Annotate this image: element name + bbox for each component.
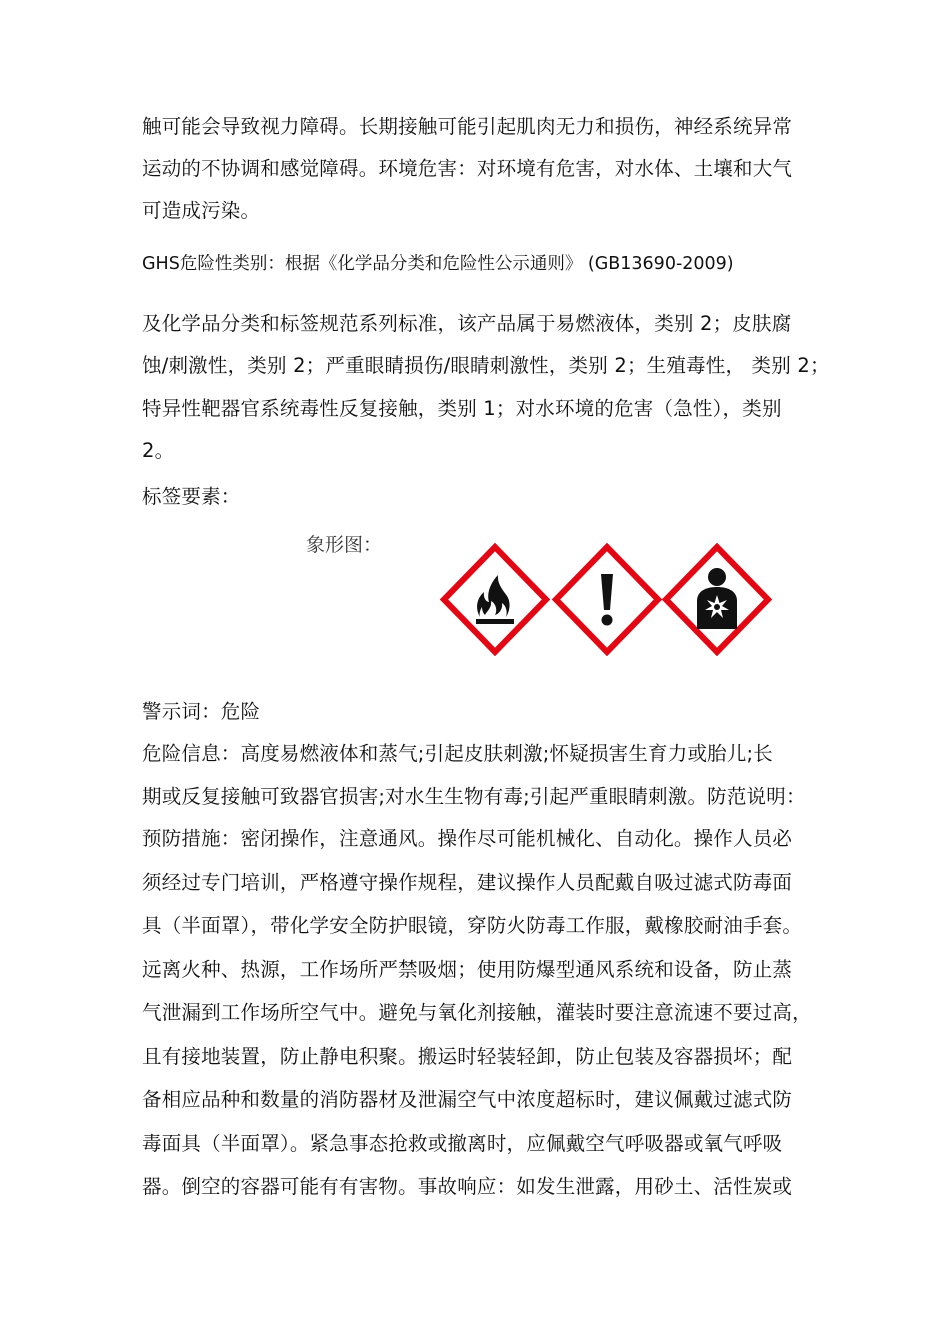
hazard-line-3: 预防措施：密闭操作，注意通风。操作尽可能机械化、自动化。操作人员必 [142, 827, 793, 850]
hazard-line-8: 且有接地装置，防止静电积聚。搬运时轻装轻卸，防止包装及容器损坏；配 [142, 1045, 793, 1068]
flame-icon [440, 543, 550, 656]
intro-line-3: 可造成污染。 [142, 199, 261, 222]
ghs-body-line-4: 2。 [142, 439, 175, 462]
hazard-line-9: 备相应品种和数量的消防器材及泄漏空气中浓度超标时，建议佩戴过滤式防 [142, 1088, 793, 1111]
signal-word: 警示词：危险 [142, 700, 261, 723]
pictogram-label: 象形图： [306, 534, 383, 556]
ghs-title: GHS危险性类别：根据《化学品分类和危险性公示通则》 (GB13690-2009) [142, 254, 734, 274]
health-hazard-icon [662, 543, 772, 656]
hazard-line-4: 须经过专门培训，严格遵守操作规程，建议操作人员配戴自吸过滤式防毒面 [142, 871, 793, 894]
hazard-line-11: 器。倒空的容器可能有有害物。事故响应：如发生泄露，用砂土、活性炭或 [142, 1175, 793, 1198]
ghs-body-line-1: 及化学品分类和标签规范系列标准，该产品属于易燃液体，类别 2；皮肤腐 [142, 312, 792, 335]
exclamation-icon [552, 543, 662, 656]
ghs-body-line-3: 特异性靶器官系统毒性反复接触，类别 1；对水环境的危害（急性），类别 [142, 397, 782, 420]
ghs-body-line-2: 蚀/刺激性，类别 2；严重眼睛损伤/眼睛刺激性，类别 2；生殖毒性， 类别 2； [142, 354, 830, 377]
hazard-line-7: 气泄漏到工作场所空气中。避免与氧化剂接触，灌装时要注意流速不要过高， [142, 1001, 812, 1024]
pictogram-row [440, 543, 770, 656]
hazard-line-1: 危险信息：高度易燃液体和蒸气;引起皮肤刺激;怀疑损害生育力或胎儿;长 [142, 742, 774, 765]
hazard-line-2: 期或反复接触可致器官损害;对水生生物有毒;引起严重眼睛刺激。防范说明： [142, 785, 806, 808]
label-elements-heading: 标签要素： [142, 485, 241, 508]
intro-line-1: 触可能会导致视力障碍。长期接触可能引起肌肉无力和损伤，神经系统异常 [142, 115, 793, 138]
hazard-line-6: 远离火种、热源，工作场所严禁吸烟；使用防爆型通风系统和设备，防止蒸 [142, 958, 793, 981]
hazard-line-5: 具（半面罩），带化学安全防护眼镜，穿防火防毒工作服，戴橡胶耐油手套。 [142, 914, 803, 937]
intro-line-2: 运动的不协调和感觉障碍。环境危害：对环境有危害，对水体、土壤和大气 [142, 157, 793, 180]
hazard-line-10: 毒面具（半面罩）。紧急事态抢救或撤离时，应佩戴空气呼吸器或氧气呼吸 [142, 1132, 783, 1155]
